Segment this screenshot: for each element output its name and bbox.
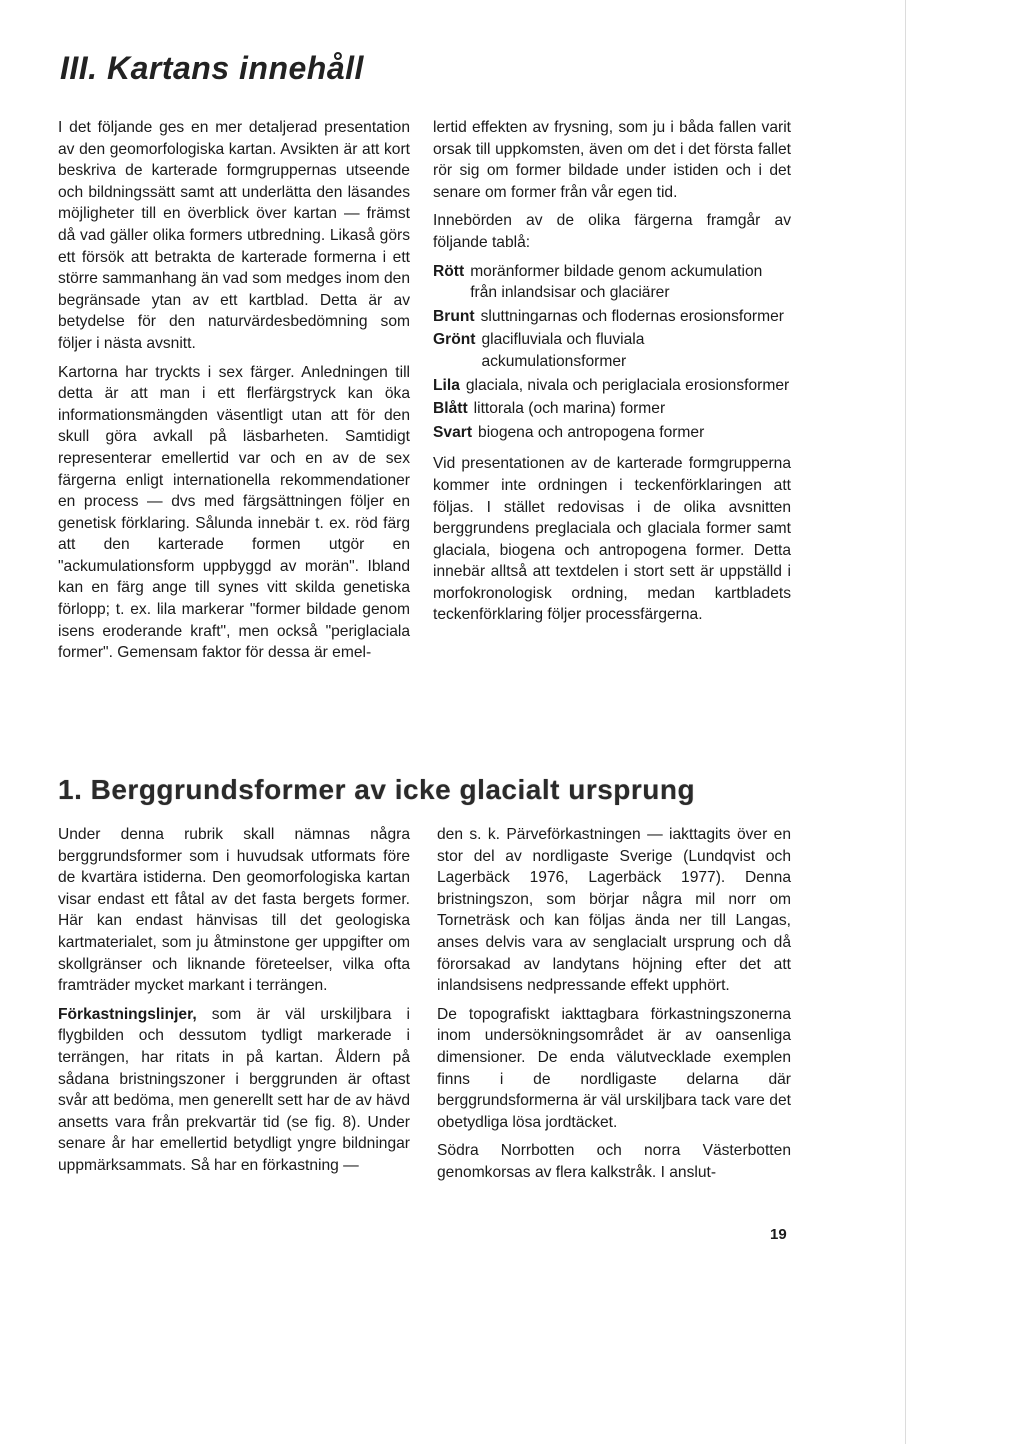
legend-row-rott (433, 261, 791, 304)
paragraph (58, 824, 410, 997)
legend-description: sluttningarnas och flodernas erosionsformer (480, 307, 784, 325)
legend-description: glacifluviala och fluviala ackumulationsformer (481, 331, 645, 370)
paragraph: I det följande ges en mer detaljerad presentation av den geomorfologiska kartan. Avsikten är att kort beskriva de karterade formgruppernas utseende och bildningssätt samt att underlätta den läsandes möjligheter till en överblick över kartan — främst då vad gäller olika formers utbredning. Likaså görs ett försök att betrakta de karterade formerna i ett större sammanhang än vad som medges inom den begränsade ytan av ett kartblad. Detta är av betydelse för den naturvärdesbedömning som följer i nästa avsnitt. (58, 119, 410, 352)
legend-term: Blått (433, 400, 468, 418)
paragraph: Innebörden av de olika färgerna framgår av följande tablå: (433, 212, 791, 251)
legend-term: Lila (433, 376, 460, 394)
legend-row-svart (433, 422, 791, 444)
legend-row-brunt (433, 306, 791, 328)
paragraph: De topografiskt iakttagbara förkastningszonerna inom undersökningsområdet är av oansenliga dimensioner. De enda välutvecklade exemplen finns i de nordligaste delarna där berggrundsformerna är väl urskiljbara tack vare det obetydliga lösa jordtäcket. (437, 1005, 791, 1131)
paragraph-lead-term: Förkastningslinjer, (58, 1005, 197, 1023)
section-title-berggrundsformer: 1. Berggrundsformer av icke glacialt ursprung (58, 774, 696, 805)
paragraph-text: som är väl urskiljbara i flygbilden och dessutom tydligt markerade i terrängen, har ritats in på kartan. Åldern på sådana bristningszoner i berggrunden är oftast svår att bedöma, men generellt sett har de av hävd ansetts vara från prekvartär tid (se fig. 8). Under senare år har emellertid betydligt yngre bildningar uppmärksammats. Så har en förkastning — (58, 1005, 410, 1174)
legend-description: biogena och antropogena former (478, 423, 705, 441)
legend-row-lila (433, 375, 791, 397)
legend-term: Svart (433, 423, 473, 441)
section2-right-column (437, 824, 791, 1191)
section-title-kartans-innehall: III. Kartans innehåll (60, 50, 364, 86)
paragraph: Södra Norrbotten och norra Västerbotten genomkorsas av flera kalkstråk. I anslut- (437, 1142, 791, 1181)
page-edge-line (905, 0, 906, 1444)
paragraph-text: Under denna rubrik skall nämnas några berggrundsformer som i huvudsak utformats före de kvartära istiderna. Den geomorfologiska kartan visar endast ett fåtal av det fasta bergets former. Här kan endast hänvisas till det geologiska kartmaterialet, som ju åtminstone ger uppgifter om skollgränser och liknande företeelser, vilka ofta framträder mycket markant i terrängen. (58, 826, 410, 995)
paragraph: den s. k. Pärveförkastningen — iakttagits över en stor del av nordligaste Sverige (Lundqvist och Lagerbäck 1976, Lagerbäck 1977). Denna bristningszon, som börjar några mil norr om Torneträsk och kan följas ända ner till Langas, anses delvis vara av senglacialt ursprung och då förorsakad av landytans höjning efter det att inlandsisens nedpressande effekt upphört. (437, 826, 791, 995)
paragraph: Kartorna har tryckts i sex färger. Anledningen till detta är att man i ett flerfärgstryck kan öka informationsmängden väsentligt utan att för den skull göra avkall på läsbarheten. Samtidigt representerar emellertid var och en av de sex färgerna enligt internationella rekommendationer en process — dvs med färgsättningen följer en genetisk förklaring. Sålunda innebär t. ex. röd färg att den karterade formen utgör en "ackumulationsform uppbyggd av morän". Ibland kan en färg ange till synes vitt skilda genetiska förlopp; t. ex. lila markerar "former bildade genom isens eroderande kraft", men också "periglaciala former". Gemensam faktor för dessa är emel- (58, 363, 410, 662)
paragraph: lertid effekten av frysning, som ju i båda fallen varit orsak till uppkomsten, även om det i det första fallet rör sig om former bildade under istiden och i det senare om former från vår egen tid. (433, 119, 791, 201)
section1-left-column (58, 117, 410, 671)
paragraph (58, 1004, 410, 1177)
legend-term: Rött (433, 262, 465, 280)
page-number: 19 (770, 1226, 787, 1243)
paragraph: Vid presentationen av de karterade formgrupperna kommer inte ordningen i teckenförklaringen att följas. I stället redovisas i de olika avsnitten berggrundens preglaciala och glaciala former samt glaciala, biogena och antropogena former. Detta innebär alltså att textdelen i stort sett är uppställd i morfokronologisk ordning, medan kartbladets teckenförklaring följer processfärgerna. (433, 455, 791, 624)
legend-term: Grönt (433, 331, 476, 349)
color-legend-table (433, 261, 791, 444)
legend-description: moränformer bildade genom ackumulation från inlandsisar och glaciärer (470, 262, 763, 302)
legend-term: Brunt (433, 307, 475, 325)
legend-description: littorala (och marina) former (473, 400, 666, 418)
legend-description: glaciala, nivala och periglaciala erosionsformer (465, 376, 790, 394)
legend-row-blatt (433, 398, 791, 420)
section1-right-column (433, 117, 791, 633)
section2-left-column (58, 824, 410, 1184)
legend-row-gront (433, 329, 791, 372)
